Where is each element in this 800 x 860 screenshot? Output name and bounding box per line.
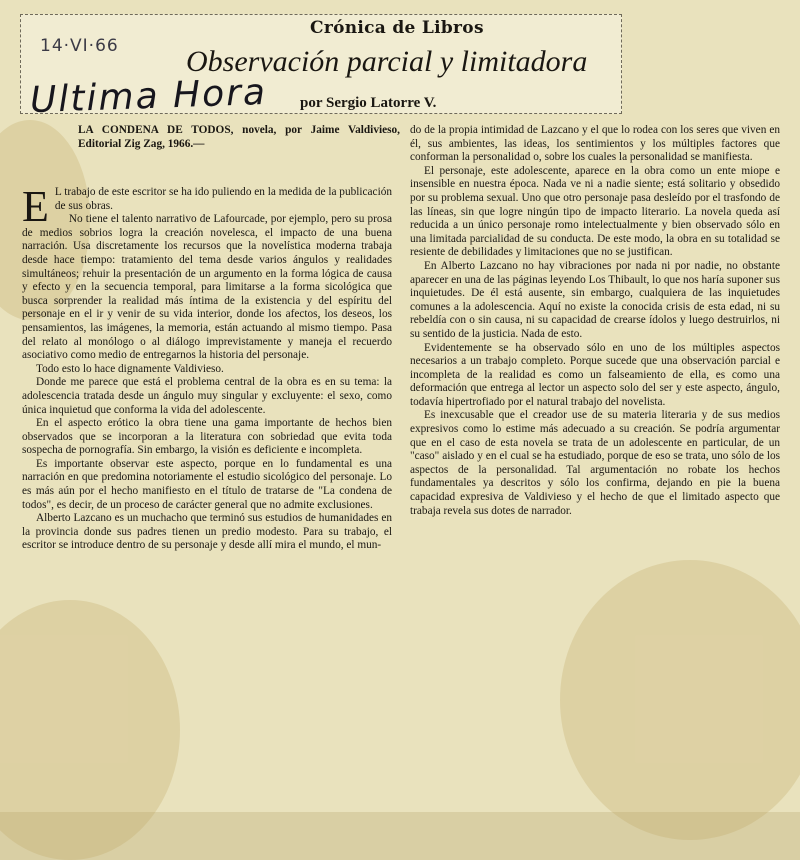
paragraph: Alberto Lazcano es un muchacho que terminó sus estudios de humanidades en la provincia donde sus padres tienen un predio modesto. Para su trabajo, el escritor se introduce dentro de su personaje y desde allí mira el mundo, el mun-: [22, 512, 392, 552]
paper-stain: [0, 600, 180, 860]
paragraph: En el aspecto erótico la obra tiene una gama importante de hechos bien observados que se incorporan a la literatura con sobriedad que evita toda sospecha de pornografía. Sin embargo, la visión es deficiente e incompleta.: [22, 417, 392, 457]
paragraph: Evidentemente se ha observado sólo en uno de los múltiples aspectos necesarios a un trabajo completo. Porque sucede que una observación parcial e incompleta de la realidad es como un falseamiento de ella, es como una deformación que entrega al lector un aspecto solo del ser y este aspecto, ángulo, todavía hipertrofiado por el natural trabajo del novelista.: [410, 341, 780, 408]
paragraph: E L trabajo de este escritor se ha ido puliendo en la medida de la publicación de sus obras.: [22, 182, 392, 231]
left-column: [22, 182, 392, 553]
paragraph: Donde me parece que está el problema central de la obra es en su tema: la adolescencia tratada desde un ángulo muy singular y excluyente: el sexo, como única inquietud que conforma la vida del adolescente.: [22, 376, 392, 416]
section-title: Crónica de Libros: [310, 18, 484, 38]
paragraph: do de la propia intimidad de Lazcano y el que lo rodea con los seres que viven en él, sus ambientes, las ideas, los sentimientos y los múltiples factores que conforman la personalidad o, sobre los cuales la personalidad se manifiesta.: [410, 124, 780, 164]
paragraph: Todo esto lo hace dignamente Valdivieso.: [36, 362, 224, 375]
handwritten-date: 14·VI·66: [40, 36, 119, 56]
paragraph: Es inexcusable que el creador use de su materia literaria y de sus medios expresivos como lo estime más adecuado a su creación. Se podría argumentar que en el caso de esta novela se trata de un adolescente en particular, de un "caso" aislado y en el cual se ha estudiado, porque de eso se trata, uno sólo de los aspectos de la personalidad. Tal argumentación no robate los hechos fundamentales ya descritos y sólo los confirma, dejando en pie la buena capacidad expresiva de Valdivieso y el hecho de que el limitado aspecto que trabaja revela sus dotes de narrador.: [410, 409, 780, 517]
article-title: Observación parcial y limitadora: [186, 45, 588, 78]
byline: por Sergio Latorre V.: [300, 95, 437, 111]
paper-stain: [560, 560, 800, 840]
paragraph: No tiene el talento narrativo de Lafourcade, por ejemplo, pero su prosa de medios sobrios logra la creación novelesca, el impacto de una buena narración. Usa discretamente los recursos que la novelística moderna trabaja desde hace tiempo: tratamiento del tema desde varios ángulos y realidades simultáneos; rehuir la presentación de un argumento en la forma lógica de causa y efecto y en la secuencia temporal, para limitarse a la forma sicológica que busca sorprender la realidad más íntima de la existencia y del espíritu del personaje en el ir y venir de su vida interior, donde los afectos, los deseos, los pensamientos, las imágenes, la memoria, están actuando al mismo tiempo. Pasa del relato al monólogo o al diálogo imprevistamente y maneja el recuerdo asociativo como medio de entregarnos la historia del personaje.: [22, 213, 392, 362]
paragraph: En Alberto Lazcano no hay vibraciones por nada ni por nadie, no obstante aparecer en una de las páginas leyendo Los Thibault, lo que nos haría suponer sus inquietudes. De él está ausente, sin embargo, cualquiera de las inquietudes comunes a la adolescencia. Aquí no existe la conocida crisis de esta edad, ni su rebeldía con o sin causa, ni su capacidad de crearse ídolos y luego destruirlos, ni su sentido de la justicia. Nada de esto.: [410, 259, 780, 340]
paragraph: Es importante observar este aspecto, porque en lo fundamental es una narración en que predomina notoriamente el estudio sicológico del personaje. Lo es más aún por el hecho manifiesto en el título de tratarse de "La condena de todos", es decir, de un proceso de carácter general que no admite exclusiones.: [22, 457, 392, 511]
drop-cap: E: [22, 182, 49, 231]
handwritten-publication: Ultima Hora: [29, 71, 268, 122]
bibliographic-note: LA CONDENA DE TODOS, novela, por Jaime Valdivieso, Editorial Zig Zag, 1966.—: [78, 124, 400, 150]
paragraph: El personaje, este adolescente, aparece en la obra como un ente miope e insensible en nuestra época. Nada ve ni a nadie siente; está solitario y obsedido por su problema sexual. Uno que otro personaje pasa desleído por el trasfondo de las líneas, sin que logre ningún tipo de impacto literario. La novela queda así reducida a un único personaje romo intelectualmente y bien observado sólo en una limitada parcialidad de su conducta. De este modo, la obra en su totalidad se resiente de debilidades y limitaciones que no se justifican.: [410, 164, 780, 259]
right-column: [410, 124, 780, 518]
